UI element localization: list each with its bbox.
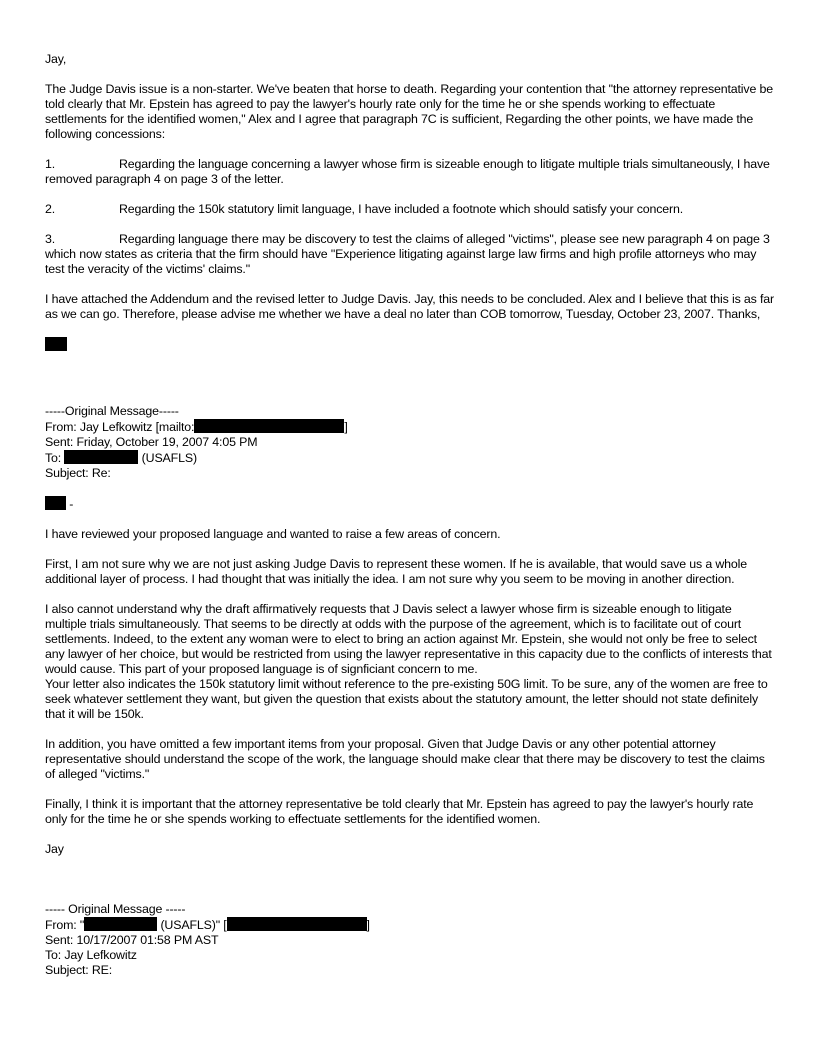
message-paragraph: Your letter also indicates the 150k statutory limit without reference to the pre-existing 50G limit. To be sure, any of the women are free to seek whatever settlement they want, but given the question that exists about the statutory amount, the letter should not state definitely that it will be 150k. xyxy=(45,677,768,721)
item-number: 3. xyxy=(45,232,56,246)
to-line: To: Jay Lefkowitz xyxy=(45,948,137,962)
subject-line: Subject: RE: xyxy=(45,963,113,977)
from-line xyxy=(45,419,775,435)
email-document xyxy=(45,52,775,978)
original-message-header-2 xyxy=(45,902,775,978)
greeting-suffix: - xyxy=(69,497,74,511)
item-text: Regarding language there may be discovery to test the claims of alleged "victims", please see new paragraph 4 on page 3 which now states as criteria that the firm should have "Experience litigating against large law firms and high profile attorneys who may test the veracity of the victims' claims." xyxy=(45,232,770,276)
closing-paragraph: I have attached the Addendum and the revised letter to Judge Davis. Jay, this needs to be concluded. Alex and I believe that this is as far as we can go. Therefore, please advise me whether we have a deal no later than COB tomorrow, Tuesday, October 23, 2007. Thanks, xyxy=(45,292,775,321)
concession-item xyxy=(45,232,775,277)
to-label: To: xyxy=(45,451,62,465)
signature-line xyxy=(45,337,775,352)
item-number: 1. xyxy=(45,157,56,171)
bracket: ] xyxy=(344,420,348,434)
message-divider: ----- Original Message ----- xyxy=(45,902,186,916)
redaction-box xyxy=(45,496,66,510)
redaction-box xyxy=(194,419,344,433)
from-mid: (USAFLS)" [ xyxy=(160,918,227,932)
salutation: Jay, xyxy=(45,52,67,66)
concession-item xyxy=(45,157,775,187)
sent-line: Sent: 10/17/2007 01:58 PM AST xyxy=(45,933,219,947)
concession-item xyxy=(45,202,775,217)
message-paragraph: First, I am not sure why we are not just asking Judge Davis to represent these women. If he is available, that would save us a whole additional layer of process. I had thought that was initially the idea. I am not sure why you seem to be moving in another direction. xyxy=(45,557,747,586)
to-line xyxy=(45,450,775,466)
item-text: Regarding the language concerning a lawyer whose firm is sizeable enough to litigate multiple trials simultaneously, I have removed paragraph 4 on page 3 of the letter. xyxy=(45,157,770,186)
message-paragraph: I also cannot understand why the draft affirmatively requests that J Davis select a lawyer whose firm is sizeable enough to litigate multiple trials simultaneously. That seems to be directly at odds with the purpose of the agreement, which is to facilitate out of court settlements. Indeed, to the extent any woman were to elect to bring an action against Mr. Epstein, she would not only be free to select any lawyer of her choice, but would be restricted from using the lawyer representative in this capacity due to the conflicts of interests that would cause. This part of your proposed language is of signficiant concern to me. xyxy=(45,602,772,676)
signoff: Jay xyxy=(45,842,64,856)
from-label: From: " xyxy=(45,918,85,932)
redaction-box xyxy=(84,917,157,931)
bracket: ] xyxy=(366,918,370,932)
redaction-box xyxy=(64,450,138,464)
subject-line: Subject: Re: xyxy=(45,466,111,480)
original-message-header-1 xyxy=(45,404,775,481)
sent-line: Sent: Friday, October 19, 2007 4:05 PM xyxy=(45,435,258,449)
to-suffix: (USAFLS) xyxy=(141,451,197,465)
from-line xyxy=(45,917,775,933)
message-paragraph: Finally, I think it is important that the attorney representative be told clearly that Mr. Epstein has agreed to pay the lawyer's hourly rate only for the time he or she spends working to effectuate settlements for the identified women. xyxy=(45,797,754,826)
redaction-box xyxy=(45,337,67,351)
message-paragraph: I have reviewed your proposed language and wanted to raise a few areas of concern. xyxy=(45,527,501,541)
greeting-line xyxy=(45,496,775,512)
redaction-box xyxy=(227,917,367,931)
message-paragraph: In addition, you have omitted a few important items from your proposal. Given that Judge Davis or any other potential attorney representative should understand the scope of the work, the language should make clear that there may be discovery to test the claims of alleged "victims." xyxy=(45,737,765,781)
message-divider: -----Original Message----- xyxy=(45,404,179,418)
item-number: 2. xyxy=(45,202,56,216)
item-text: Regarding the 150k statutory limit language, I have included a footnote which should satisfy your concern. xyxy=(119,202,684,216)
reply-paragraph: The Judge Davis issue is a non-starter. We've beaten that horse to death. Regarding your contention that "the attorney representative be told clearly that Mr. Epstein has agreed to pay the lawyer's hourly rate only for the time he or she spends working to effectuate settlements for the identified women," Alex and I agree that paragraph 7C is sufficient, Regarding the other points, we have made the following concessions: xyxy=(45,82,773,141)
from-label: From: Jay Lefkowitz [mailto: xyxy=(45,420,195,434)
